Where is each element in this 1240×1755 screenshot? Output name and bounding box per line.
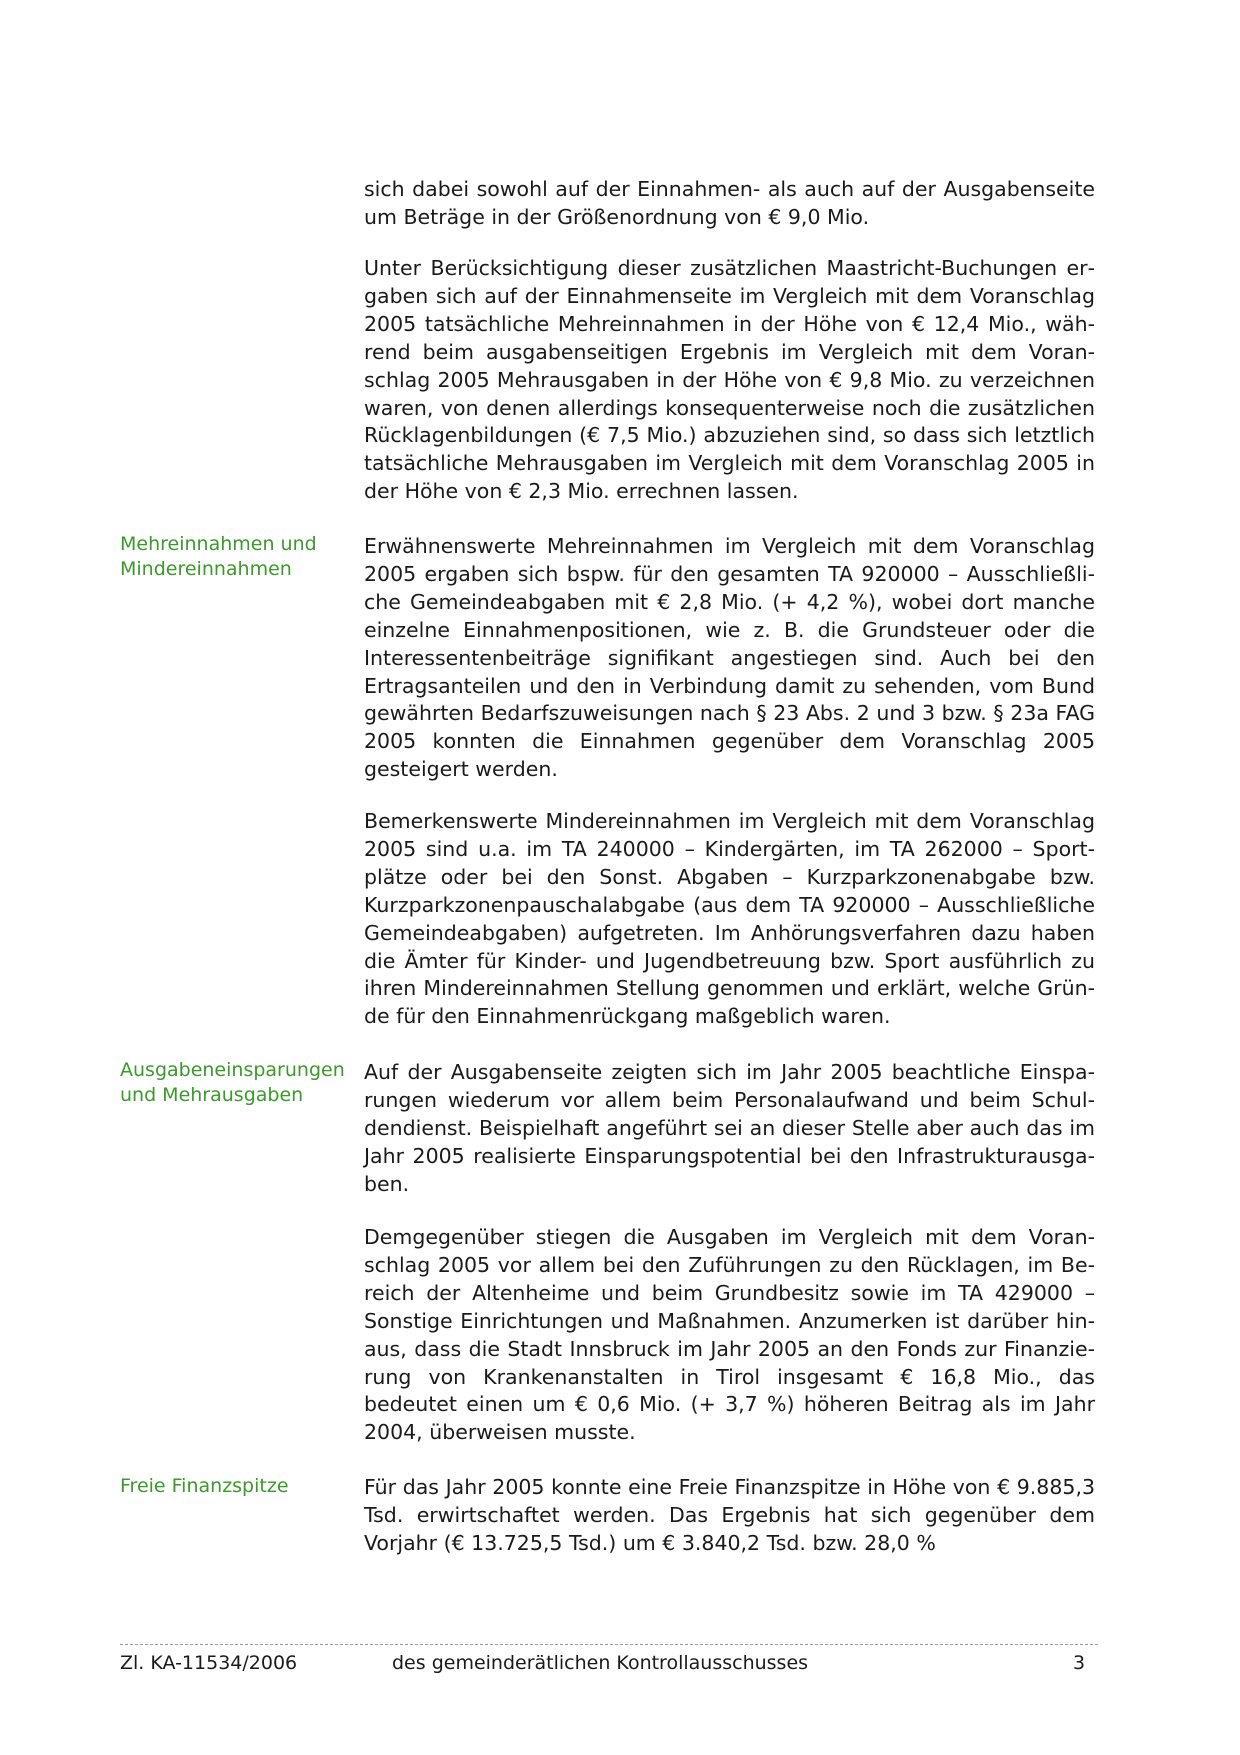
footer-divider [120, 1644, 1098, 1645]
paragraph-6: Demgegenüber stiegen die Ausgaben im Vergleich mit dem Voranschlag 2005 vor allem bei den Zuführungen zu den Rücklagen, im Bereich der Altenheime und beim Grundbesitz sowie im TA 429000 – Sonstige Einrichtungen und Maßnahmen. Anzumerken ist darüber hinaus, dass die Stadt Innsbruck im Jahr 2005 an den Fonds zur Finanzierung von Krankenanstalten in Tirol insgesamt € 16,8 Mio., das bedeutet einen um € 0,6 Mio. (+ 3,7 %) höheren Beitrag als im Jahr 2004, überweisen musste. [364, 1225, 1095, 1445]
paragraph-2: Unter Berücksichtigung dieser zusätzlichen Maastricht-Buchungen ergaben sich auf der Einnahmenseite im Vergleich mit dem Voranschlag 2005 tatsächliche Mehreinnahmen in der Höhe von € 12,4 Mio., während beim ausgabenseitigen Ergebnis im Vergleich mit dem Voranschlag 2005 Mehrausgaben in der Höhe von € 9,8 Mio. zu verzeichnen waren, von denen allerdings konsequenterweise noch die zusätzlichen Rücklagenbildungen (€ 7,5 Mio.) abzuziehen sind, so dass sich letztlich tatsächliche Mehrausgaben im Vergleich mit dem Voranschlag 2005 in der Höhe von € 2,3 Mio. errechnen lassen. [364, 256, 1095, 504]
sidenote-mehreinnahmen: Mehreinnahmen und Mindereinnahmen [120, 533, 317, 580]
paragraph-4: Bemerkenswerte Mindereinnahmen im Vergleich mit dem Voranschlag 2005 sind u.a. im TA 240000 – Kindergärten, im TA 262000 – Sportplätze oder bei den Sonst. Abgaben – Kurzparkzonenabgabe bzw. Kurzparkzonenpauschalabgabe (aus dem TA 920000 – Ausschließliche Gemeindeabgaben) aufgetreten. Im Anhörungsverfahren dazu haben die Ämter für Kinder- und Jugendbetreuung bzw. Sport ausführlich zu ihren Mindereinnahmen Stellung genommen und erklärt, welche Gründe für den Einnahmenrückgang maßgeblich waren. [364, 809, 1095, 1029]
paragraph-5: Auf der Ausgabenseite zeigten sich im Jahr 2005 beachtliche Einsparungen wiederum vor allem beim Personalaufwand und beim Schuldendienst. Beispielhaft angeführt sei an dieser Stelle aber auch das im Jahr 2005 realisierte Einsparungspotential bei den Infrastrukturausgaben. [364, 1060, 1095, 1196]
sidenote-ausgabeneinsparungen: Ausgabeneinsparungen und Mehrausgaben [120, 1059, 345, 1106]
sidenote-freie-finanzspitze: Freie Finanzspitze [120, 1475, 289, 1497]
footer-reference: Zl. KA-11534/2006 [120, 1652, 298, 1674]
page-number: 3 [1073, 1652, 1086, 1674]
paragraph-7: Für das Jahr 2005 konnte eine Freie Finanzspitze in Höhe von € 9.885,3 Tsd. erwirtschaftet werden. Das Ergebnis hat sich gegenüber dem Vorjahr (€ 13.725,5 Tsd.) um € 3.840,2 Tsd. bzw. 28,0 % [364, 1475, 1095, 1555]
footer-title: des gemeinderätlichen Kontrollausschusses [392, 1652, 809, 1674]
paragraph-1: sich dabei sowohl auf der Einnahmen- als auch auf der Ausgabenseite um Beträge in der Größenordnung von € 9,0 Mio. [364, 177, 1095, 229]
paragraph-3: Erwähnenswerte Mehreinnahmen im Vergleich mit dem Voranschlag 2005 ergaben sich bspw. für den gesamten TA 920000 – Ausschließliche Gemeindeabgaben mit € 2,8 Mio. (+ 4,2 %), wobei dort manche einzelne Einnahmenpositionen, wie z. B. die Grundsteuer oder die Interessentenbeiträge signifikant angestiegen sind. Auch bei den Ertragsanteilen und den in Verbindung damit zu sehenden, vom Bund gewährten Bedarfszuweisungen nach § 23 Abs. 2 und 3 bzw. § 23a FAG 2005 konnten die Einnahmen gegenüber dem Voranschlag 2005 gesteigert werden. [364, 534, 1095, 782]
